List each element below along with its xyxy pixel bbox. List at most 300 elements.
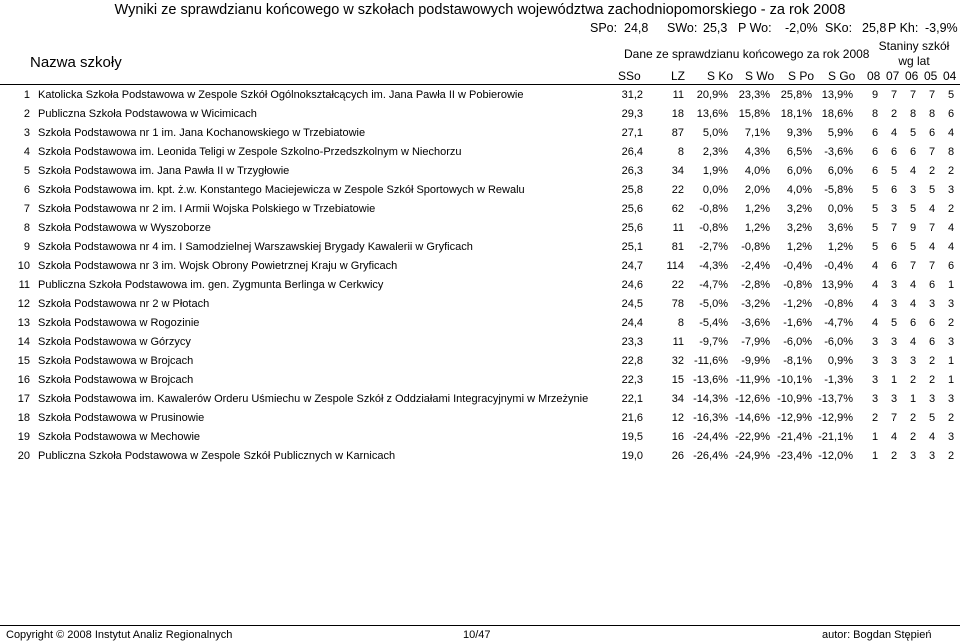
cell-stanina: 7	[909, 260, 917, 272]
cell-stanina: 4	[928, 431, 936, 443]
cell-stanina: 5	[928, 412, 936, 424]
cell-swo: -24,9%	[735, 450, 770, 462]
cell-swo: -3,6%	[741, 317, 770, 329]
table-row	[0, 353, 960, 372]
cell-stanina: 2	[947, 165, 955, 177]
cell-sgo: -21,1%	[818, 431, 853, 443]
cell-swo: 1,2%	[744, 222, 770, 234]
table-row	[0, 391, 960, 410]
cell-sso: 26,4	[621, 146, 643, 158]
cell-lz: 11	[672, 222, 684, 234]
cell-sso: 19,0	[621, 450, 643, 462]
column-header-year-04: 04	[943, 69, 957, 83]
cell-stanina: 5	[890, 165, 898, 177]
cell-index: 4	[23, 146, 30, 158]
column-header-sgo: S Go	[828, 69, 856, 83]
cell-index: 20	[17, 450, 30, 462]
cell-sso: 26,3	[621, 165, 643, 177]
cell-lz: 11	[672, 336, 684, 348]
table-row	[0, 106, 960, 125]
footer-author: autor: Bogdan Stępień	[822, 629, 932, 641]
cell-swo: -11,9%	[735, 374, 770, 386]
cell-sgo: 3,6%	[827, 222, 853, 234]
cell-swo: 4,3%	[744, 146, 770, 158]
cell-stanina: 4	[909, 279, 917, 291]
cell-spo: -8,1%	[783, 355, 812, 367]
cell-stanina: 3	[890, 355, 898, 367]
cell-stanina: 6	[871, 146, 879, 158]
table-row	[0, 448, 960, 467]
cell-swo: 7,1%	[744, 127, 770, 139]
cell-index: 16	[17, 374, 30, 386]
cell-stanina: 6	[890, 241, 898, 253]
cell-lz: 62	[671, 203, 684, 215]
cell-swo: 2,0%	[744, 184, 770, 196]
cell-sso: 31,2	[621, 89, 643, 101]
cell-sgo: -0,4%	[824, 260, 853, 272]
cell-stanina: 2	[947, 317, 955, 329]
cell-sgo: 13,9%	[821, 89, 853, 101]
cell-stanina: 7	[928, 260, 936, 272]
cell-stanina: 1	[947, 279, 955, 291]
cell-stanina: 1	[871, 450, 879, 462]
cell-lz: 34	[671, 393, 684, 405]
cell-stanina: 9	[909, 222, 917, 234]
cell-spo: 6,5%	[786, 146, 812, 158]
cell-sko: -14,3%	[693, 393, 728, 405]
cell-stanina: 6	[928, 127, 936, 139]
footer-divider	[0, 625, 960, 626]
cell-sso: 24,7	[621, 260, 643, 272]
cell-stanina: 6	[890, 260, 898, 272]
cell-sko: -13,6%	[693, 374, 728, 386]
cell-lz: 12	[671, 412, 684, 424]
cell-sko: 0,0%	[702, 184, 728, 196]
cell-stanina: 2	[909, 374, 917, 386]
sko-value: 25,8	[862, 21, 887, 35]
cell-swo: -12,6%	[735, 393, 770, 405]
swo-value: 25,3	[703, 21, 728, 35]
table-row	[0, 334, 960, 353]
cell-stanina: 6	[909, 146, 917, 158]
cell-school-name: Szkoła Podstawowa w Wyszoborze	[38, 222, 211, 234]
cell-stanina: 9	[871, 89, 879, 101]
cell-spo: 9,3%	[786, 127, 812, 139]
cell-stanina: 6	[890, 146, 898, 158]
cell-sso: 24,5	[621, 298, 643, 310]
cell-index: 7	[23, 203, 30, 215]
cell-sgo: -12,0%	[818, 450, 853, 462]
cell-swo: -3,2%	[741, 298, 770, 310]
cell-index: 8	[23, 222, 30, 234]
pkh-label: P Kh:	[888, 21, 919, 35]
cell-swo: -9,9%	[741, 355, 770, 367]
cell-stanina: 4	[871, 279, 879, 291]
column-header-sso: SSo	[618, 69, 641, 83]
column-header-year-05: 05	[924, 69, 938, 83]
cell-spo: 25,8%	[780, 89, 812, 101]
cell-sko: -5,4%	[699, 317, 728, 329]
cell-stanina: 5	[871, 241, 879, 253]
column-header-year-07: 07	[886, 69, 900, 83]
cell-lz: 81	[671, 241, 684, 253]
cell-stanina: 3	[871, 336, 879, 348]
cell-school-name: Szkoła Podstawowa im. kpt. ż.w. Konstantego Maciejewicza w Zespole Szkół Sportowych w Rewalu	[38, 184, 525, 196]
cell-stanina: 7	[928, 89, 936, 101]
cell-spo: -6,0%	[783, 336, 812, 348]
cell-stanina: 2	[947, 412, 955, 424]
cell-school-name: Szkoła Podstawowa w Brojcach	[38, 374, 194, 386]
cell-school-name: Szkoła Podstawowa nr 2 w Płotach	[38, 298, 210, 310]
cell-school-name: Szkoła Podstawowa im. Jana Pawła II w Trzygłowie	[38, 165, 290, 177]
cell-stanina: 3	[928, 298, 936, 310]
cell-school-name: Szkoła Podstawowa w Górzycy	[38, 336, 191, 348]
cell-sko: -4,7%	[699, 279, 728, 291]
cell-school-name: Szkoła Podstawowa w Brojcach	[38, 355, 194, 367]
table-row	[0, 163, 960, 182]
cell-lz: 22	[671, 184, 684, 196]
cell-swo: 23,3%	[738, 89, 770, 101]
cell-lz: 15	[671, 374, 684, 386]
cell-stanina: 3	[871, 355, 879, 367]
footer-page-number: 10/47	[463, 629, 491, 641]
cell-stanina: 4	[871, 298, 879, 310]
cell-stanina: 4	[890, 127, 898, 139]
cell-sgo: 1,2%	[827, 241, 853, 253]
cell-spo: 3,2%	[786, 203, 812, 215]
cell-index: 11	[18, 279, 30, 291]
cell-index: 17	[17, 393, 30, 405]
cell-stanina: 6	[871, 165, 879, 177]
cell-stanina: 7	[890, 89, 898, 101]
cell-index: 9	[23, 241, 30, 253]
cell-sko: -9,7%	[699, 336, 728, 348]
cell-lz: 78	[671, 298, 684, 310]
cell-stanina: 2	[871, 412, 879, 424]
cell-stanina: 3	[947, 298, 955, 310]
cell-sko: 1,9%	[702, 165, 728, 177]
cell-stanina: 2	[890, 108, 898, 120]
cell-stanina: 5	[928, 184, 936, 196]
cell-sko: -24,4%	[693, 431, 728, 443]
cell-school-name: Katolicka Szkoła Podstawowa w Zespole Szkół Ogólnokształcących im. Jana Pawła II w Pobierowie	[38, 89, 524, 101]
cell-sgo: 5,9%	[827, 127, 853, 139]
cell-lz: 8	[677, 317, 684, 329]
table-row	[0, 315, 960, 334]
cell-stanina: 5	[909, 241, 917, 253]
cell-school-name: Szkoła Podstawowa im. Kawalerów Orderu Uśmiechu w Zespole Szkół z Oddziałami Integracyjnymi w Mrzeżynie	[38, 393, 589, 405]
cell-stanina: 7	[928, 146, 936, 158]
cell-stanina: 2	[909, 431, 917, 443]
table-row	[0, 277, 960, 296]
cell-stanina: 5	[947, 89, 955, 101]
cell-stanina: 1	[890, 374, 898, 386]
column-header-lz: LZ	[671, 69, 686, 83]
cell-stanina: 7	[890, 412, 898, 424]
cell-spo: -0,8%	[783, 279, 812, 291]
table-row	[0, 87, 960, 106]
cell-stanina: 7	[909, 89, 917, 101]
cell-sso: 22,8	[621, 355, 643, 367]
column-header-name: Nazwa szkoły	[30, 54, 122, 71]
cell-lz: 18	[671, 108, 684, 120]
cell-sko: -0,8%	[699, 222, 728, 234]
staniny-line-2: wg lat	[898, 54, 930, 68]
cell-sso: 24,6	[621, 279, 643, 291]
table-row	[0, 182, 960, 201]
cell-sso: 25,1	[621, 241, 643, 253]
cell-stanina: 3	[947, 184, 955, 196]
cell-sso: 25,8	[621, 184, 643, 196]
cell-stanina: 2	[928, 165, 936, 177]
cell-stanina: 4	[909, 165, 917, 177]
cell-lz: 16	[671, 431, 684, 443]
cell-swo: -14,6%	[735, 412, 770, 424]
cell-stanina: 6	[928, 279, 936, 291]
cell-stanina: 3	[890, 336, 898, 348]
cell-sko: -4,3%	[699, 260, 728, 272]
cell-sko: -2,7%	[699, 241, 728, 253]
pwo-label: P Wo:	[738, 21, 772, 35]
cell-school-name: Szkoła Podstawowa nr 1 im. Jana Kochanowskiego w Trzebiatowie	[38, 127, 366, 139]
cell-swo: -22,9%	[735, 431, 770, 443]
footer-copyright: Copyright © 2008 Instytut Analiz Regionalnych	[6, 629, 233, 641]
cell-school-name: Szkoła Podstawowa w Prusinowie	[38, 412, 205, 424]
cell-index: 12	[17, 298, 30, 310]
cell-stanina: 3	[947, 431, 955, 443]
cell-swo: 4,0%	[744, 165, 770, 177]
cell-swo: -2,4%	[741, 260, 770, 272]
column-header-spo: S Po	[788, 69, 815, 83]
cell-stanina: 3	[909, 450, 917, 462]
cell-index: 13	[17, 317, 30, 329]
cell-stanina: 1	[947, 355, 955, 367]
table-row	[0, 239, 960, 258]
cell-stanina: 3	[871, 374, 879, 386]
cell-sko: 13,6%	[696, 108, 728, 120]
cell-spo: -21,4%	[777, 431, 812, 443]
table-row	[0, 220, 960, 239]
cell-stanina: 2	[890, 450, 898, 462]
cell-school-name: Szkoła Podstawowa nr 4 im. I Samodzielnej Warszawskiej Brygady Kawalerii w Gryficach	[38, 241, 473, 253]
cell-stanina: 1	[947, 374, 955, 386]
cell-sko: 2,3%	[702, 146, 728, 158]
cell-stanina: 1	[871, 431, 879, 443]
cell-stanina: 2	[947, 203, 955, 215]
cell-index: 10	[17, 260, 30, 272]
cell-spo: 4,0%	[786, 184, 812, 196]
table-row	[0, 410, 960, 429]
cell-stanina: 8	[909, 108, 917, 120]
cell-sgo: -6,0%	[824, 336, 853, 348]
cell-swo: 1,2%	[744, 203, 770, 215]
cell-sko: 5,0%	[702, 127, 728, 139]
cell-sko: -16,3%	[693, 412, 728, 424]
cell-spo: -23,4%	[777, 450, 812, 462]
pkh-value: -3,9%	[925, 21, 958, 35]
cell-index: 5	[23, 165, 30, 177]
cell-index: 6	[23, 184, 30, 196]
summary-stats	[0, 21, 960, 37]
staniny-line-1: Staniny szkół	[878, 39, 950, 53]
cell-stanina: 4	[928, 203, 936, 215]
cell-stanina: 5	[871, 184, 879, 196]
cell-sko: -0,8%	[699, 203, 728, 215]
cell-stanina: 4	[890, 431, 898, 443]
cell-stanina: 1	[909, 393, 917, 405]
cell-swo: -0,8%	[741, 241, 770, 253]
cell-stanina: 3	[947, 336, 955, 348]
cell-sgo: -13,7%	[818, 393, 853, 405]
cell-stanina: 4	[909, 336, 917, 348]
table-row	[0, 258, 960, 277]
cell-stanina: 4	[947, 222, 955, 234]
table-row	[0, 125, 960, 144]
table-row	[0, 296, 960, 315]
column-header-year-06: 06	[905, 69, 919, 83]
cell-spo: -10,9%	[777, 393, 812, 405]
cell-sgo: -5,8%	[824, 184, 853, 196]
cell-sgo: 6,0%	[827, 165, 853, 177]
table-row	[0, 201, 960, 220]
cell-stanina: 3	[890, 279, 898, 291]
cell-index: 19	[17, 431, 30, 443]
cell-stanina: 6	[928, 317, 936, 329]
results-table	[0, 87, 960, 467]
cell-swo: 15,8%	[738, 108, 770, 120]
cell-stanina: 5	[871, 222, 879, 234]
cell-stanina: 8	[947, 146, 955, 158]
cell-school-name: Publiczna Szkoła Podstawowa w Wicimicach	[38, 108, 257, 120]
cell-stanina: 3	[909, 355, 917, 367]
cell-spo: -12,9%	[777, 412, 812, 424]
cell-sgo: 0,9%	[827, 355, 853, 367]
cell-lz: 26	[671, 450, 684, 462]
column-group-header-dane: Dane ze sprawdzianu końcowego za rok 2008	[624, 47, 870, 61]
cell-sgo: -4,7%	[824, 317, 853, 329]
cell-stanina: 2	[928, 374, 936, 386]
cell-stanina: 4	[947, 127, 955, 139]
table-row	[0, 429, 960, 448]
cell-stanina: 6	[947, 108, 955, 120]
cell-school-name: Szkoła Podstawowa w Mechowie	[38, 431, 201, 443]
header-divider	[0, 84, 960, 85]
cell-sso: 25,6	[621, 203, 643, 215]
table-row	[0, 372, 960, 391]
cell-swo: -2,8%	[741, 279, 770, 291]
spo-value: 24,8	[624, 21, 649, 35]
cell-stanina: 3	[871, 393, 879, 405]
cell-index: 2	[23, 108, 30, 120]
cell-sso: 24,4	[621, 317, 643, 329]
cell-school-name: Szkoła Podstawowa w Rogozinie	[38, 317, 200, 329]
cell-school-name: Szkoła Podstawowa im. Leonida Teligi w Zespole Szkolno-Przedszkolnym w Niechorzu	[38, 146, 462, 158]
cell-stanina: 4	[947, 241, 955, 253]
cell-sgo: -1,3%	[824, 374, 853, 386]
cell-sso: 25,6	[621, 222, 643, 234]
cell-index: 3	[23, 127, 30, 139]
cell-lz: 22	[671, 279, 684, 291]
cell-stanina: 7	[890, 222, 898, 234]
cell-spo: -10,1%	[777, 374, 812, 386]
cell-sso: 22,1	[621, 393, 643, 405]
cell-sso: 22,3	[621, 374, 643, 386]
cell-sko: -11,6%	[693, 355, 728, 367]
cell-stanina: 6	[947, 260, 955, 272]
cell-stanina: 3	[928, 450, 936, 462]
cell-lz: 87	[671, 127, 684, 139]
cell-sso: 29,3	[621, 108, 643, 120]
cell-index: 1	[23, 89, 30, 101]
cell-stanina: 4	[928, 241, 936, 253]
cell-school-name: Publiczna Szkoła Podstawowa w Zespole Szkół Publicznych w Karnicach	[38, 450, 396, 462]
cell-spo: -1,2%	[783, 298, 812, 310]
cell-spo: -0,4%	[783, 260, 812, 272]
cell-stanina: 6	[871, 127, 879, 139]
spo-label: SPo:	[590, 21, 618, 35]
cell-school-name: Szkoła Podstawowa nr 2 im. I Armii Wojska Polskiego w Trzebiatowie	[38, 203, 376, 215]
cell-stanina: 5	[871, 203, 879, 215]
cell-stanina: 5	[909, 127, 917, 139]
cell-stanina: 8	[871, 108, 879, 120]
cell-school-name: Publiczna Szkoła Podstawowa im. gen. Zygmunta Berlinga w Cerkwicy	[38, 279, 384, 291]
swo-label: SWo:	[667, 21, 698, 35]
cell-lz: 114	[666, 260, 684, 272]
cell-stanina: 3	[928, 393, 936, 405]
cell-stanina: 3	[890, 393, 898, 405]
sko-label: SKo:	[825, 21, 853, 35]
cell-stanina: 6	[909, 317, 917, 329]
cell-spo: 18,1%	[780, 108, 812, 120]
cell-spo: 1,2%	[786, 241, 812, 253]
cell-stanina: 3	[909, 184, 917, 196]
cell-sso: 19,5	[621, 431, 643, 443]
cell-index: 15	[17, 355, 30, 367]
cell-index: 14	[17, 336, 30, 348]
cell-stanina: 7	[928, 222, 936, 234]
cell-sgo: 13,9%	[821, 279, 853, 291]
cell-sgo: 0,0%	[827, 203, 853, 215]
cell-sso: 27,1	[621, 127, 643, 139]
cell-sso: 23,3	[621, 336, 643, 348]
cell-swo: -7,9%	[741, 336, 770, 348]
cell-sgo: -3,6%	[824, 146, 853, 158]
cell-stanina: 3	[890, 203, 898, 215]
cell-lz: 32	[671, 355, 684, 367]
cell-sgo: 18,6%	[821, 108, 853, 120]
cell-stanina: 3	[947, 393, 955, 405]
pwo-value: -2,0%	[785, 21, 818, 35]
cell-stanina: 8	[928, 108, 936, 120]
cell-lz: 11	[672, 89, 684, 101]
cell-spo: 6,0%	[786, 165, 812, 177]
cell-stanina: 6	[928, 336, 936, 348]
cell-sso: 21,6	[621, 412, 643, 424]
cell-sgo: -12,9%	[818, 412, 853, 424]
cell-lz: 34	[671, 165, 684, 177]
cell-spo: 3,2%	[786, 222, 812, 234]
table-row	[0, 144, 960, 163]
column-header-swo: S Wo	[745, 69, 775, 83]
column-header-sko: S Ko	[707, 69, 734, 83]
column-group-header-staniny	[866, 39, 960, 69]
cell-lz: 8	[677, 146, 684, 158]
cell-stanina: 4	[909, 298, 917, 310]
cell-stanina: 4	[871, 317, 879, 329]
cell-spo: -1,6%	[783, 317, 812, 329]
cell-stanina: 5	[890, 317, 898, 329]
cell-index: 18	[17, 412, 30, 424]
